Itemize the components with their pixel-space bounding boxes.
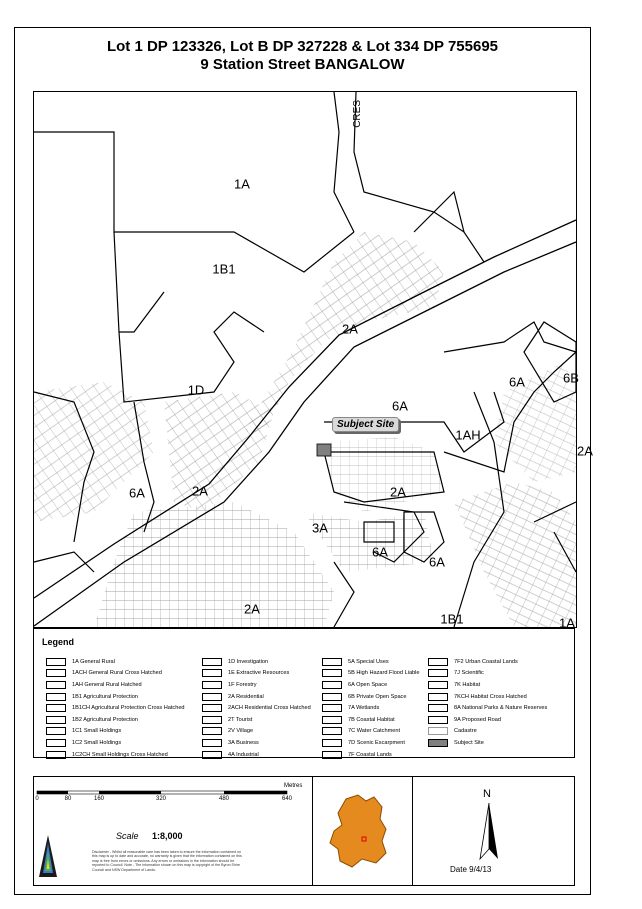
- legend-swatch: [202, 716, 222, 724]
- legend-item: [46, 749, 185, 761]
- zone-label: 6A: [392, 398, 408, 414]
- legend-item-label: 6A Open Space: [348, 681, 388, 688]
- legend-swatch: [428, 716, 448, 724]
- scale-tick: 80: [64, 796, 72, 802]
- legend-swatch: [202, 704, 222, 712]
- zone-label: 1A: [234, 176, 250, 192]
- map-footer: [33, 776, 575, 886]
- legend-item-label: 1AH General Rural Hatched: [72, 681, 142, 688]
- legend-swatch: [322, 693, 342, 701]
- legend-column-1: [46, 656, 185, 760]
- scale-tick: 480: [218, 796, 230, 802]
- legend-swatch: [202, 669, 222, 677]
- legend-swatch: [46, 716, 66, 724]
- legend-title: Legend: [42, 637, 75, 647]
- zone-label: 1B1: [440, 611, 464, 627]
- legend-item: [428, 691, 547, 703]
- north-arrow-icon: [474, 803, 504, 863]
- legend-swatch: [202, 658, 222, 666]
- legend-item: [322, 691, 420, 703]
- legend-swatch: [46, 681, 66, 689]
- zone-label: 2A: [577, 443, 593, 459]
- legend-item-label: 7A Wetlands: [348, 705, 380, 712]
- legend-swatch: [428, 681, 448, 689]
- north-panel: [412, 777, 574, 885]
- legend-item-label: 1C2 Small Holdings: [72, 739, 122, 746]
- legend-item: [202, 749, 311, 761]
- legend-item: [46, 656, 185, 668]
- legend-swatch: [322, 681, 342, 689]
- zone-label: 6A: [509, 374, 525, 390]
- legend-item: [428, 656, 547, 668]
- legend-swatch: [322, 727, 342, 735]
- north-label: N: [483, 788, 491, 800]
- legend-swatch: [428, 727, 448, 735]
- legend-item-label: 1C1 Small Holdings: [72, 728, 122, 735]
- zone-label: 2A: [390, 484, 406, 500]
- locality-inset-map: [312, 777, 412, 885]
- legend-swatch: [202, 751, 222, 759]
- legend-swatch: [202, 727, 222, 735]
- legend-item-label: 2A Residential: [228, 693, 264, 700]
- legend-item-label: Subject Site: [454, 739, 484, 746]
- scale-label: Scale: [116, 831, 139, 841]
- subject-site-callout: Subject Site: [332, 417, 399, 432]
- zoning-map: [34, 92, 576, 627]
- legend-item-label: 1ACH General Rural Cross Hatched: [72, 670, 162, 677]
- zone-label: 6A: [372, 544, 388, 560]
- legend-swatch: [202, 681, 222, 689]
- legend-item: [202, 679, 311, 691]
- legend-item-label: 7F2 Urban Coastal Lands: [454, 658, 518, 665]
- scale-tick: 0: [35, 796, 39, 802]
- legend-item: [46, 668, 185, 680]
- legend-item: [202, 714, 311, 726]
- scale-tick: 160: [93, 796, 105, 802]
- legend-item-label: 1C2CH Small Holdings Cross Hatched: [72, 751, 168, 758]
- legend-item-label: 7B Coastal Habitat: [348, 716, 395, 723]
- zone-label: 1AH: [455, 427, 481, 443]
- zone-label: 3A: [312, 520, 328, 536]
- legend-swatch: [322, 716, 342, 724]
- zone-label: 1A: [559, 615, 575, 631]
- zone-label: 6B: [563, 370, 579, 386]
- legend-item-label: 1E Extractive Resources: [228, 670, 290, 677]
- zone-label: 2A: [192, 483, 208, 499]
- legend-item-label: 1D Investigation: [228, 658, 269, 665]
- street-label-cres: CRES: [352, 100, 363, 128]
- legend-item-label: 4A Industrial: [228, 751, 259, 758]
- legend-swatch: [46, 658, 66, 666]
- zone-label: 1B1: [212, 261, 236, 277]
- scale-value: 1:8,000: [152, 831, 183, 841]
- legend-item: [322, 679, 420, 691]
- legend-item: [322, 656, 420, 668]
- legend-swatch: [428, 704, 448, 712]
- legend-item-label: 2V Village: [228, 728, 254, 735]
- legend-swatch: [202, 739, 222, 747]
- legend-item: [428, 702, 547, 714]
- legend-swatch: [428, 658, 448, 666]
- legend-item: [428, 737, 547, 749]
- legend-item-label: 6B Private Open Space: [348, 693, 407, 700]
- legend-swatch: [46, 751, 66, 759]
- legend-item: [202, 691, 311, 703]
- legend-item-label: 5A Special Uses: [348, 658, 389, 665]
- scale-tick: 640: [281, 796, 293, 802]
- legend-item: [46, 737, 185, 749]
- legend-item-label: 1F Forestry: [228, 681, 257, 688]
- zone-label: 6A: [129, 485, 145, 501]
- legend-item-label: 3A Business: [228, 739, 259, 746]
- title-line1: Lot 1 DP 123326, Lot B DP 327228 & Lot 334 DP 755695: [106, 38, 499, 55]
- legend-swatch: [428, 739, 448, 747]
- locality-map-panel: [312, 777, 413, 885]
- legend-item: [322, 726, 420, 738]
- legend-item: [322, 668, 420, 680]
- legend-item-label: 1B1CH Agricultural Protection Cross Hatched: [72, 705, 185, 712]
- legend-swatch: [322, 658, 342, 666]
- subject-site-parcel[interactable]: [317, 444, 331, 456]
- legend-item: [202, 726, 311, 738]
- legend-item: [202, 702, 311, 714]
- scale-bar: [34, 777, 312, 817]
- legend-swatch: [46, 704, 66, 712]
- legend-item: [322, 702, 420, 714]
- legend-item: [46, 714, 185, 726]
- legend-item: [428, 726, 547, 738]
- legend-item: [202, 668, 311, 680]
- legend-item: [202, 656, 311, 668]
- map-sheet: [14, 27, 591, 895]
- legend-item-label: 7D Scenic Escarpment: [348, 739, 405, 746]
- map-title: [15, 38, 590, 74]
- zone-label: 1D: [187, 382, 205, 398]
- legend-item-label: Cadastre: [454, 728, 477, 735]
- legend-item-label: 9A Proposed Road: [454, 716, 501, 723]
- legend-swatch: [46, 739, 66, 747]
- council-logo: [37, 833, 59, 881]
- legend-item-label: 1B1 Agricultural Protection: [72, 693, 138, 700]
- legend-item-label: 7C Water Catchment: [348, 728, 401, 735]
- legend-item: [428, 714, 547, 726]
- legend-item-label: 8A National Parks & Nature Reserves: [454, 705, 548, 712]
- legend-item: [322, 737, 420, 749]
- legend-column-2: [202, 656, 311, 760]
- legend-item: [322, 714, 420, 726]
- legend-item-label: 2ACH Residential Cross Hatched: [228, 705, 311, 712]
- legend: [33, 628, 575, 758]
- legend-swatch: [322, 669, 342, 677]
- legend-swatch: [202, 693, 222, 701]
- legend-swatch: [46, 669, 66, 677]
- legend-item-label: 7J Scientific: [454, 670, 484, 677]
- legend-swatch: [322, 704, 342, 712]
- disclaimer-text: Disclaimer - Whilst all reasonable care has been taken to ensure the information contained on this map is up to date and accurate, no warranty is given that the information contained on this map is free from errors or omissions. Any errors or omissions in the information should be reported to Council. Note - The information shown on this map is copyright of the Byron Shire Council and NSW Department of Lands.: [92, 850, 242, 872]
- legend-item: [428, 668, 547, 680]
- legend-item-label: 5B High Hazard Flood Liable: [348, 670, 420, 677]
- legend-swatch: [428, 693, 448, 701]
- legend-item-label: 1B2 Agricultural Protection: [72, 716, 138, 723]
- title-line2: 9 Station Street BANGALOW: [200, 56, 405, 73]
- legend-item-label: 7K Habitat: [454, 681, 481, 688]
- legend-item: [202, 737, 311, 749]
- scale-tick: 320: [155, 796, 167, 802]
- legend-swatch: [322, 739, 342, 747]
- legend-swatch: [322, 751, 342, 759]
- legend-item-label: 2T Tourist: [228, 716, 253, 723]
- legend-item: [46, 679, 185, 691]
- scale-units: Metres: [284, 783, 303, 789]
- legend-column-3: [322, 656, 420, 760]
- legend-item-label: 7KCH Habitat Cross Hatched: [454, 693, 527, 700]
- zone-label: 2A: [244, 601, 260, 617]
- legend-item: [322, 749, 420, 761]
- legend-swatch: [46, 693, 66, 701]
- legend-swatch: [46, 727, 66, 735]
- legend-column-4: [428, 656, 547, 749]
- legend-item: [428, 679, 547, 691]
- map-date: Date 9/4/13: [450, 865, 492, 874]
- map-frame[interactable]: [33, 91, 593, 631]
- scale-panel: [34, 777, 313, 885]
- legend-item-label: 7F Coastal Lands: [348, 751, 392, 758]
- legend-item: [46, 726, 185, 738]
- legend-item-label: 1A General Rural: [72, 658, 115, 665]
- legend-item: [46, 702, 185, 714]
- zone-label: 2A: [342, 321, 358, 337]
- zone-label: 6A: [429, 554, 445, 570]
- legend-item: [46, 691, 185, 703]
- legend-swatch: [428, 669, 448, 677]
